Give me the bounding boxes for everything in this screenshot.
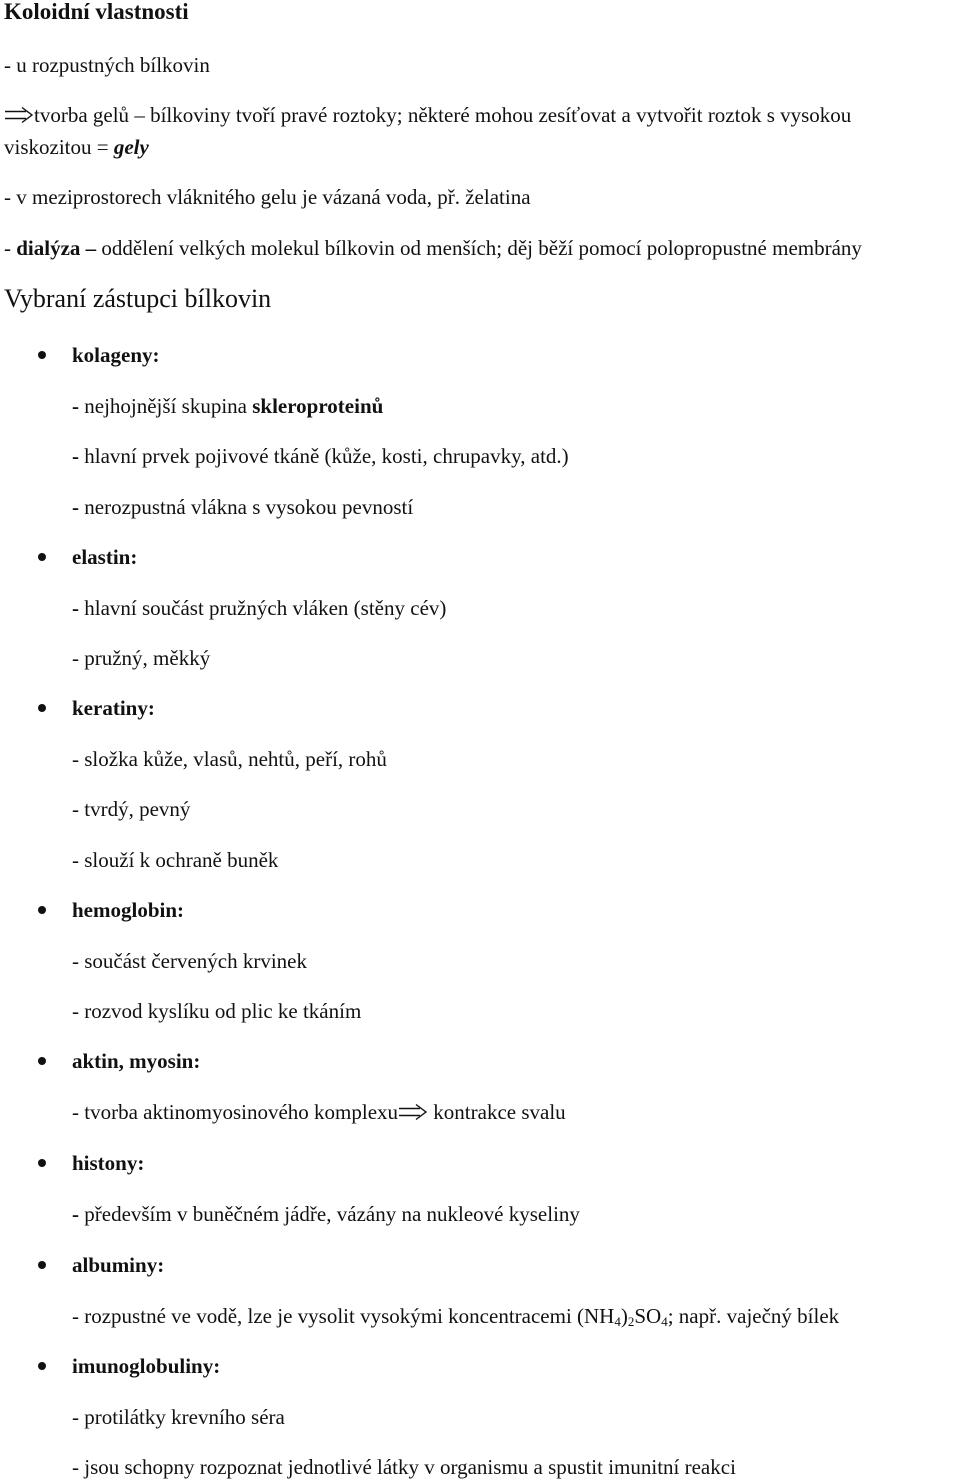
list-item: - pružný, měkký [72, 646, 211, 670]
text-segment: SO [634, 1304, 662, 1328]
text-segment: nerozpustná vlákna s vysokou pevností [84, 495, 414, 519]
bold-term: dialýza – [16, 236, 97, 260]
bullet-icon [38, 351, 46, 359]
dash: - [72, 596, 85, 620]
list-heading: hemoglobin: [72, 898, 185, 922]
text-segment: ; např. vaječný bílek [667, 1304, 840, 1328]
text-segment: oddělení velkých molekul bílkovin od menších; děj běží pomocí polopropustné membrány [96, 236, 862, 260]
implies-arrow-icon [4, 106, 34, 124]
emphasis-term: gely [113, 135, 149, 159]
text-segment: hlavní součást pružných vláken (stěny cév) [84, 596, 447, 620]
list-item [72, 596, 446, 620]
list-heading: aktin, myosin: [72, 1049, 201, 1073]
list-item [72, 1202, 580, 1226]
section-title-proteins: Vybraní zástupci bílkovin [4, 284, 272, 313]
bullet-icon [38, 704, 46, 712]
text-segment: především v buněčném jádře, vázány na nukleové kyseliny [84, 1202, 580, 1226]
subscript: 4 [614, 1314, 621, 1329]
list-heading: albuminy: [72, 1253, 165, 1277]
list-heading: histony: [72, 1151, 145, 1175]
list-heading: kolageny: [72, 343, 160, 367]
text-line: - v meziprostorech vláknitého gelu je vázaná voda, př. želatina [4, 185, 531, 209]
list-item: - tvrdý, pevný [72, 797, 191, 821]
text-line [4, 135, 149, 159]
text-segment: nejhojnější skupina [84, 394, 253, 418]
dash: - [72, 495, 85, 519]
subscript: 4 [661, 1314, 668, 1329]
list-item [72, 394, 383, 418]
list-item: - součást červených krvinek [72, 949, 307, 973]
list-item: - slouží k ochraně buněk [72, 848, 279, 872]
text-segment: viskozitou = [4, 135, 114, 159]
implies-arrow-icon [398, 1103, 428, 1121]
list-heading: elastin: [72, 545, 138, 569]
text-line [4, 103, 851, 127]
text-segment: - tvorba aktinomyosinového komplexu [72, 1100, 399, 1124]
dash: - [4, 236, 17, 260]
text-segment: - rozpustné ve vodě, lze je vysolit vysokými koncentracemi (NH [72, 1304, 615, 1328]
list-heading: keratiny: [72, 696, 155, 720]
bullet-icon [38, 1362, 46, 1370]
list-item: - složka kůže, vlasů, nehtů, peří, rohů [72, 747, 387, 771]
list-item: - protilátky krevního séra [72, 1405, 285, 1429]
text-segment: bílkoviny tvoří pravé roztoky; některé mohou zesíťovat a vytvořit roztok s vysokou [150, 103, 852, 127]
list-item [72, 1304, 839, 1328]
list-item [72, 444, 569, 468]
dash: - [72, 394, 85, 418]
list-item [72, 495, 413, 519]
list-item [72, 1100, 566, 1124]
subscript: 2 [627, 1314, 635, 1329]
bullet-icon [38, 1057, 46, 1065]
bold-term: skleroproteinů [252, 394, 384, 418]
dash: - [72, 444, 85, 468]
dash: – [129, 103, 151, 127]
bullet-icon [38, 1159, 46, 1167]
bullet-icon [38, 906, 46, 914]
list-heading: imunoglobuliny: [72, 1354, 221, 1378]
gel-formation-label: tvorba gelů [34, 103, 130, 127]
list-item: - jsou schopny rozpoznat jednotlivé látky v organismu a spustit imunitní reakci [72, 1455, 736, 1479]
bullet-icon [38, 553, 46, 561]
list-item: - rozvod kyslíku od plic ke tkáním [72, 999, 362, 1023]
bullet-icon [38, 1261, 46, 1269]
text-segment: ) [620, 1304, 628, 1328]
section-title-colloid: Koloidní vlastnosti [4, 0, 189, 24]
text-line: - u rozpustných bílkovin [4, 53, 210, 77]
text-segment: kontrakce svalu [428, 1100, 566, 1124]
text-segment: hlavní prvek pojivové tkáně (kůže, kosti, chrupavky, atd.) [84, 444, 569, 468]
text-line [4, 236, 862, 260]
dash: - [72, 1202, 85, 1226]
